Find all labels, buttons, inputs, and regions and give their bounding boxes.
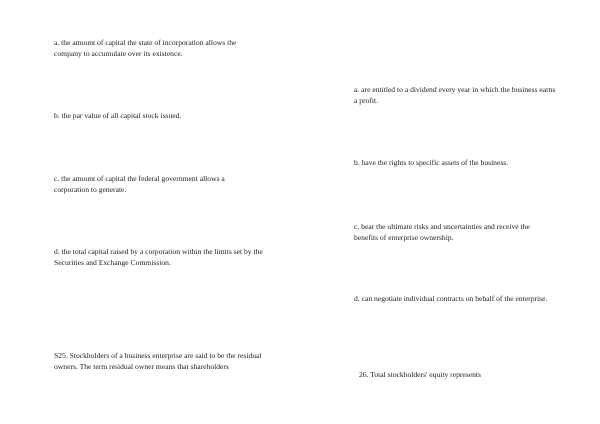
question-s25: S25. Stockholders of a business enterprise are said to be the residual owners. The term residual owner means that shareholders [54, 351, 262, 371]
right-option-c: c. bear the ultimate risks and uncertainties and receive the benefits of enterprise ownership. [354, 222, 530, 242]
left-option-c: c. the amount of capital the federal government allows a corporation to generate. [54, 174, 225, 194]
right-option-a: a. are entitled to a dividend every year in which the business earns a profit. [354, 85, 556, 105]
left-option-d: d. the total capital raised by a corporation within the limits set by the Securities and Exchange Commission. [54, 247, 263, 267]
right-option-b: b. have the rights to specific assets of the business. [354, 158, 509, 167]
left-option-b: b. the par value of all capital stock issued. [54, 111, 182, 120]
question-26: 26. Total stockholders' equity represents [359, 370, 481, 379]
right-option-d: d. can negotiate individual contracts on behalf of the enterprise. [354, 294, 548, 303]
left-option-a: a. the amount of capital the state of incorporation allows the company to accumulate over its existence. [54, 38, 237, 58]
